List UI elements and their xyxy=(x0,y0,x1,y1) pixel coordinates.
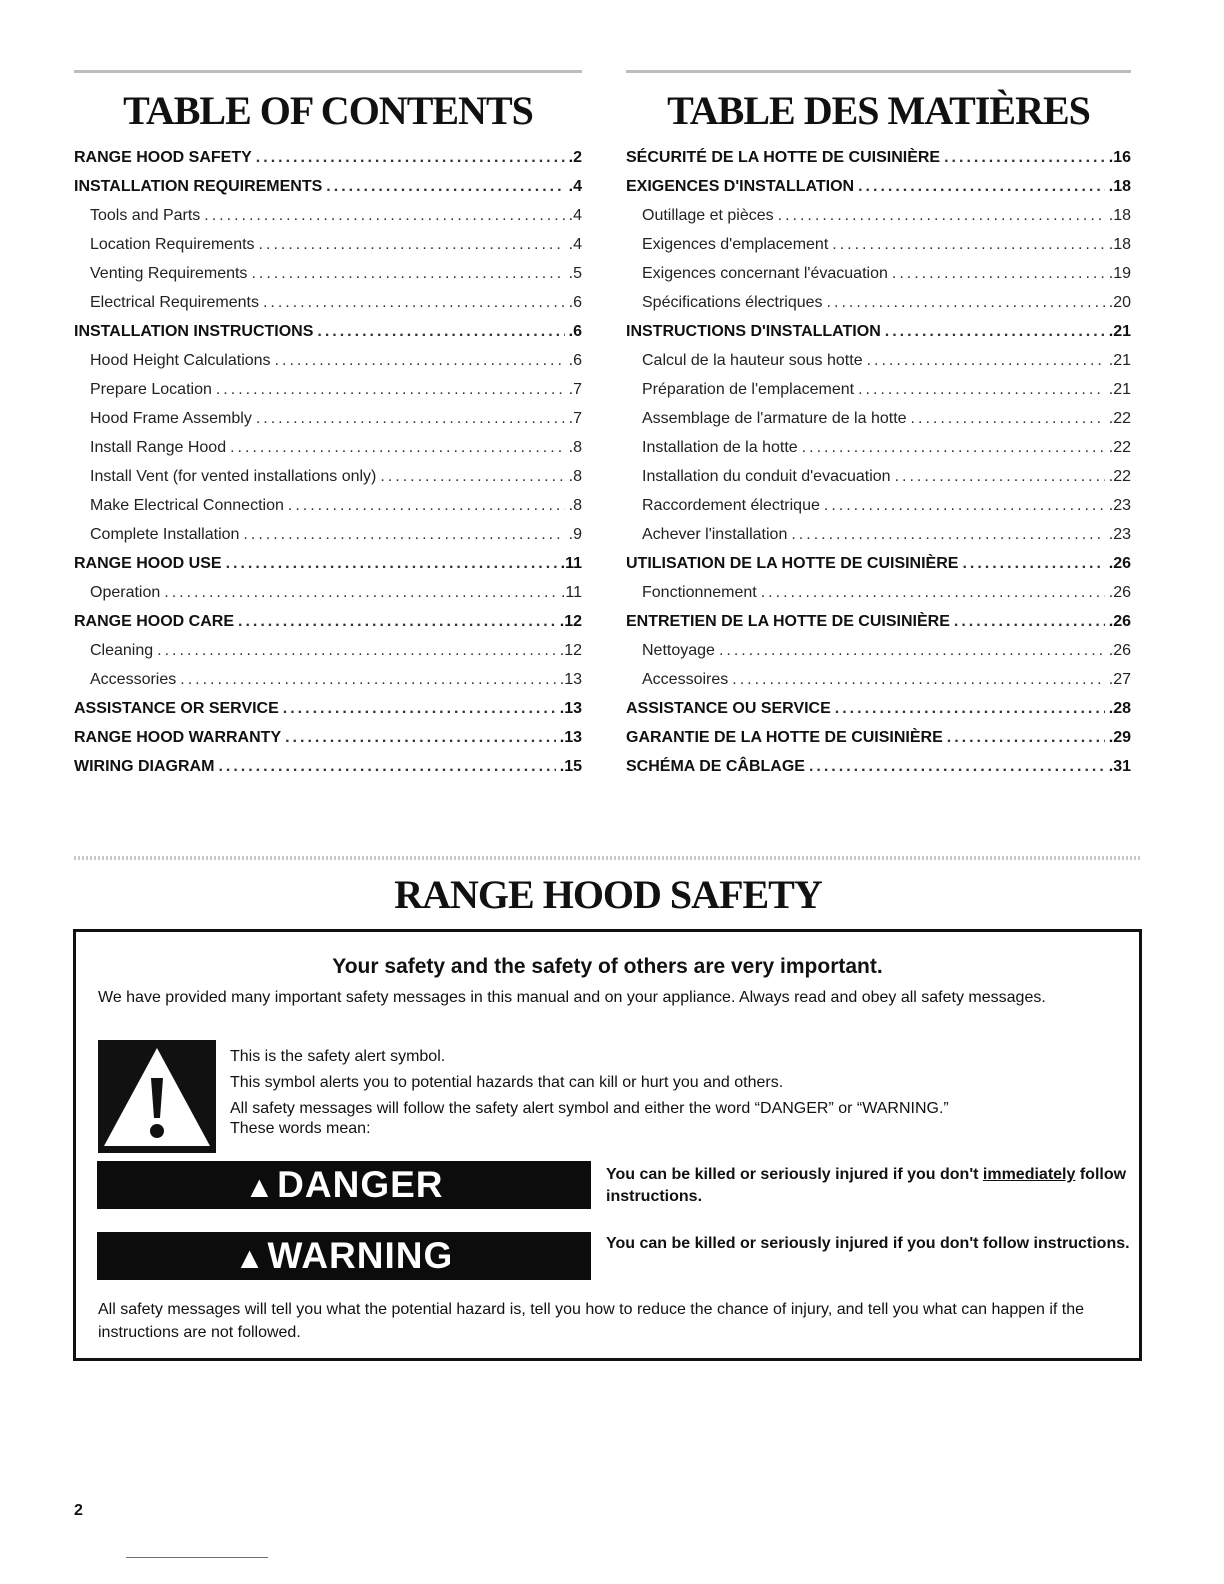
toc-entry-label: Venting Requirements xyxy=(90,265,248,282)
toc-list xyxy=(74,143,582,781)
warning-text: You can be killed or seriously injured if you don't follow instructions. xyxy=(606,1235,1130,1252)
toc-entry-label: Fonctionnement xyxy=(642,584,757,601)
toc-entry[interactable] xyxy=(626,462,1131,491)
dot-leader xyxy=(256,143,565,172)
dot-leader xyxy=(263,288,565,317)
toc-entry-label: RANGE HOOD WARRANTY xyxy=(74,729,282,746)
dot-leader xyxy=(954,607,1105,636)
toc-entry[interactable] xyxy=(626,375,1131,404)
danger-text-emphasis: immediately xyxy=(982,1166,1076,1183)
toc-entry-label: Install Vent (for vented installations only) xyxy=(90,468,377,485)
toc-entry-page: .15 xyxy=(559,758,582,775)
toc-entry[interactable] xyxy=(626,346,1131,375)
toc-entry-page: .18 xyxy=(1108,236,1131,253)
toc-list xyxy=(626,143,1131,781)
dot-leader xyxy=(243,520,564,549)
toc-entry-label: Raccordement électrique xyxy=(642,497,820,514)
toc-entry[interactable] xyxy=(626,259,1131,288)
toc-entry-page: .22 xyxy=(1108,439,1131,456)
safety-headline: Your safety and the safety of others are very important. xyxy=(332,955,883,978)
alert-explanation xyxy=(230,1044,1110,1142)
toc-entry-label: INSTALLATION REQUIREMENTS xyxy=(74,178,323,195)
toc-entry-label: Installation de la hotte xyxy=(642,439,798,456)
toc-entry-page: .4 xyxy=(568,207,582,224)
alert-line: All safety messages will follow the safety alert symbol and either the word “DANGER” or “WARNING.” xyxy=(230,1100,949,1117)
toc-entry[interactable] xyxy=(626,578,1131,607)
dot-leader xyxy=(251,259,564,288)
toc-entry-label: Accessoires xyxy=(642,671,729,688)
toc-entry[interactable] xyxy=(626,404,1131,433)
toc-entry-page: .5 xyxy=(568,265,582,282)
toc-entry-label: Préparation de l'emplacement xyxy=(642,381,855,398)
toc-entry-label: Install Range Hood xyxy=(90,439,227,456)
toc-entry-page: .13 xyxy=(559,700,582,717)
toc-entry[interactable] xyxy=(74,404,582,433)
toc-entry[interactable] xyxy=(74,520,582,549)
toc-entry-label: RANGE HOOD USE xyxy=(74,555,222,572)
toc-entry-label: Calcul de la hauteur sous hotte xyxy=(642,352,863,369)
dot-leader xyxy=(230,433,565,462)
dot-leader xyxy=(824,491,1105,520)
safety-alert-icon xyxy=(98,1040,216,1153)
dot-leader xyxy=(256,404,565,433)
toc-entry-page: .7 xyxy=(568,410,582,427)
safety-box xyxy=(73,929,1142,1361)
toc-entry[interactable] xyxy=(626,665,1131,694)
toc-entry-page: .6 xyxy=(568,352,582,369)
toc-entry-label: Outillage et pièces xyxy=(642,207,774,224)
toc-entry[interactable] xyxy=(74,549,582,578)
toc-entry-page: .26 xyxy=(1108,613,1131,630)
dot-leader xyxy=(285,723,556,752)
toc-entry-label: EXIGENCES D'INSTALLATION xyxy=(626,178,855,195)
toc-entry-page: .23 xyxy=(1108,497,1131,514)
toc-entry[interactable] xyxy=(626,752,1131,781)
toc-entry-label: Hood Height Calculations xyxy=(90,352,271,369)
dot-leader xyxy=(317,317,564,346)
toc-entry-label: Complete Installation xyxy=(90,526,240,543)
toc-entry[interactable] xyxy=(74,288,582,317)
toc-entry-label: Operation xyxy=(90,584,161,601)
dot-leader xyxy=(802,433,1105,462)
toc-entry-page: .11 xyxy=(560,555,582,572)
dot-leader xyxy=(164,578,557,607)
dot-leader xyxy=(326,172,564,201)
toc-entry[interactable] xyxy=(626,172,1131,201)
toc-entry[interactable] xyxy=(74,143,582,172)
dot-leader xyxy=(911,404,1105,433)
toc-entry-label: INSTRUCTIONS D'INSTALLATION xyxy=(626,323,881,340)
toc-entry-page: .22 xyxy=(1108,410,1131,427)
dot-leader xyxy=(283,694,556,723)
dot-leader xyxy=(962,549,1104,578)
alert-line: This is the safety alert symbol. xyxy=(230,1048,446,1065)
dot-leader xyxy=(947,723,1105,752)
toc-entry-page: .18 xyxy=(1108,178,1131,195)
dot-leader xyxy=(944,143,1105,172)
toc-entry-page: .19 xyxy=(1108,265,1131,282)
toc-entry[interactable] xyxy=(626,491,1131,520)
toc-entry-page: .18 xyxy=(1108,207,1131,224)
toc-entry[interactable] xyxy=(74,230,582,259)
toc-entry-page: .4 xyxy=(568,236,582,253)
danger-text-part: You can be killed or seriously injured if you don't xyxy=(606,1166,983,1183)
toc-english xyxy=(74,70,582,781)
toc-entry[interactable] xyxy=(626,288,1131,317)
danger-signal xyxy=(97,1161,591,1209)
toc-entry-page: .21 xyxy=(1108,381,1131,398)
dot-leader xyxy=(238,607,556,636)
warning-triangle-icon: ▲ xyxy=(234,1242,266,1275)
dot-leader xyxy=(867,346,1105,375)
dot-leader xyxy=(885,317,1105,346)
toc-french xyxy=(626,70,1131,781)
toc-entry-page: .8 xyxy=(568,497,582,514)
dot-leader xyxy=(778,201,1105,230)
dot-leader xyxy=(218,752,555,781)
toc-entry-label: Location Requirements xyxy=(90,236,255,253)
warning-signal xyxy=(97,1232,591,1280)
toc-entry-page: .12 xyxy=(559,613,582,630)
alert-line: These words mean: xyxy=(230,1120,371,1137)
toc-entry[interactable] xyxy=(74,723,582,752)
toc-entry-label: WIRING DIAGRAM xyxy=(74,758,215,775)
toc-entry[interactable] xyxy=(74,346,582,375)
toc-entry-label: Exigences concernant l'évacuation xyxy=(642,265,888,282)
toc-entry[interactable] xyxy=(626,230,1131,259)
toc-entry-page: .4 xyxy=(568,178,582,195)
toc-entry[interactable] xyxy=(626,520,1131,549)
toc-entry-page: .8 xyxy=(568,439,582,456)
toc-entry-page: .26 xyxy=(1108,555,1131,572)
toc-entry-label: Nettoyage xyxy=(642,642,715,659)
dot-leader xyxy=(827,288,1105,317)
toc-entry[interactable] xyxy=(74,636,582,665)
dot-leader xyxy=(288,491,565,520)
toc-entry[interactable] xyxy=(626,433,1131,462)
dot-leader xyxy=(157,636,556,665)
top-rule xyxy=(626,70,1131,73)
toc-entry[interactable] xyxy=(74,375,582,404)
toc-entry[interactable] xyxy=(74,752,582,781)
toc-entry-label: Cleaning xyxy=(90,642,154,659)
toc-entry[interactable] xyxy=(74,172,582,201)
toc-entry[interactable] xyxy=(74,665,582,694)
toc-entry-label: Electrical Requirements xyxy=(90,294,259,311)
alert-line: This symbol alerts you to potential hazards that can kill or hurt you and others. xyxy=(230,1074,784,1091)
toc-title: TABLE OF CONTENTS xyxy=(123,88,533,133)
warning-triangle-icon: ▲ xyxy=(244,1171,276,1204)
toc-entry-page: .21 xyxy=(1108,323,1131,340)
page-number: 2 xyxy=(74,1502,83,1519)
top-rule xyxy=(74,70,582,73)
dot-leader xyxy=(216,375,565,404)
toc-entry-label: ASSISTANCE OR SERVICE xyxy=(74,700,279,717)
dot-leader xyxy=(809,752,1105,781)
toc-entry[interactable] xyxy=(74,462,582,491)
toc-entry-page: .7 xyxy=(568,381,582,398)
section-title: RANGE HOOD SAFETY xyxy=(394,872,822,917)
toc-entry-page: .28 xyxy=(1108,700,1131,717)
toc-entry-page: .8 xyxy=(568,468,582,485)
toc-entry-page: .16 xyxy=(1108,149,1131,166)
toc-entry-page: .31 xyxy=(1108,758,1131,775)
safety-intro: We have provided many important safety messages in this manual and on your appliance. Always read and obey all safety messages. xyxy=(98,989,1046,1006)
danger-label: DANGER xyxy=(277,1164,444,1205)
danger-text xyxy=(606,1164,1136,1208)
toc-entry-page: .20 xyxy=(1108,294,1131,311)
safety-outro: All safety messages will tell you what the potential hazard is, tell you how to reduce the chance of injury, and tell you what can happen if the instructions are not followed. xyxy=(98,1301,1085,1341)
dot-leader xyxy=(204,201,564,230)
toc-entry-label: SÉCURITÉ DE LA HOTTE DE CUISINIÈRE xyxy=(626,149,941,166)
toc-entry-page: .6 xyxy=(568,294,582,311)
toc-entry-label: Hood Frame Assembly xyxy=(90,410,252,427)
dot-leader xyxy=(832,230,1104,259)
toc-entry[interactable] xyxy=(626,143,1131,172)
toc-entry-label: UTILISATION DE LA HOTTE DE CUISINIÈRE xyxy=(626,555,959,572)
warning-label: WARNING xyxy=(267,1235,454,1276)
toc-entry-page: .26 xyxy=(1108,642,1131,659)
toc-entry-label: Exigences d'emplacement xyxy=(642,236,829,253)
dot-leader xyxy=(226,549,557,578)
toc-entry-label: Make Electrical Connection xyxy=(90,497,284,514)
toc-entry[interactable] xyxy=(74,491,582,520)
footer-rule xyxy=(126,1557,268,1558)
toc-entry[interactable] xyxy=(626,636,1131,665)
toc-entry-page: .26 xyxy=(1108,584,1131,601)
toc-entry-page: .2 xyxy=(568,149,582,166)
toc-entry[interactable] xyxy=(626,317,1131,346)
dot-leader xyxy=(180,665,556,694)
toc-entry-page: .21 xyxy=(1108,352,1131,369)
toc-entry-label: ENTRETIEN DE LA HOTTE DE CUISINIÈRE xyxy=(626,613,950,630)
dot-leader xyxy=(380,462,564,491)
dot-leader xyxy=(732,665,1105,694)
toc-entry[interactable] xyxy=(74,607,582,636)
toc-entry[interactable] xyxy=(74,317,582,346)
toc-entry[interactable] xyxy=(626,549,1131,578)
toc-entry-label: RANGE HOOD CARE xyxy=(74,613,235,630)
dot-leader xyxy=(275,346,565,375)
dot-leader xyxy=(835,694,1105,723)
toc-entry-page: .13 xyxy=(559,729,582,746)
toc-entry-label: Tools and Parts xyxy=(90,207,201,224)
toc-entry-label: RANGE HOOD SAFETY xyxy=(74,149,252,166)
toc-entry[interactable] xyxy=(626,607,1131,636)
dot-leader xyxy=(858,172,1105,201)
toc-entry-label: INSTALLATION INSTRUCTIONS xyxy=(74,323,314,340)
toc-entry[interactable] xyxy=(626,723,1131,752)
dot-leader xyxy=(895,462,1105,491)
toc-entry-page: .9 xyxy=(568,526,582,543)
toc-entry[interactable] xyxy=(626,201,1131,230)
toc-entry[interactable] xyxy=(626,694,1131,723)
dot-leader xyxy=(892,259,1105,288)
toc-entry-label: ASSISTANCE OU SERVICE xyxy=(626,700,831,717)
toc-entry[interactable] xyxy=(74,694,582,723)
toc-entry-label: Accessories xyxy=(90,671,177,688)
dot-leader xyxy=(719,636,1105,665)
toc-entry-label: SCHÉMA DE CÂBLAGE xyxy=(626,758,805,775)
toc-entry-page: .29 xyxy=(1108,729,1131,746)
toc-title: TABLE DES MATIÈRES xyxy=(667,88,1090,133)
danger-text-part: follow instructions. xyxy=(606,1166,1127,1205)
toc-entry-label: Spécifications électriques xyxy=(642,294,823,311)
dot-leader xyxy=(858,375,1105,404)
toc-entry-label: Installation du conduit d'evacuation xyxy=(642,468,891,485)
dot-leader xyxy=(259,230,565,259)
toc-entry-label: Prepare Location xyxy=(90,381,212,398)
toc-entry-label: GARANTIE DE LA HOTTE DE CUISINIÈRE xyxy=(626,729,943,746)
toc-entry-page: .11 xyxy=(560,584,582,601)
toc-entry-page: .22 xyxy=(1108,468,1131,485)
section-divider xyxy=(74,856,1142,860)
toc-entry-page: .12 xyxy=(559,642,582,659)
toc-entry-page: .27 xyxy=(1108,671,1131,688)
toc-entry-page: .23 xyxy=(1108,526,1131,543)
dot-leader xyxy=(761,578,1105,607)
toc-entry[interactable] xyxy=(74,201,582,230)
toc-entry[interactable] xyxy=(74,578,582,607)
dot-leader xyxy=(791,520,1104,549)
toc-entry-page: .13 xyxy=(559,671,582,688)
toc-entry-page: .6 xyxy=(568,323,582,340)
toc-entry[interactable] xyxy=(74,433,582,462)
toc-entry[interactable] xyxy=(74,259,582,288)
toc-entry-label: Achever l'installation xyxy=(642,526,788,543)
toc-entry-label: Assemblage de l'armature de la hotte xyxy=(642,410,907,427)
